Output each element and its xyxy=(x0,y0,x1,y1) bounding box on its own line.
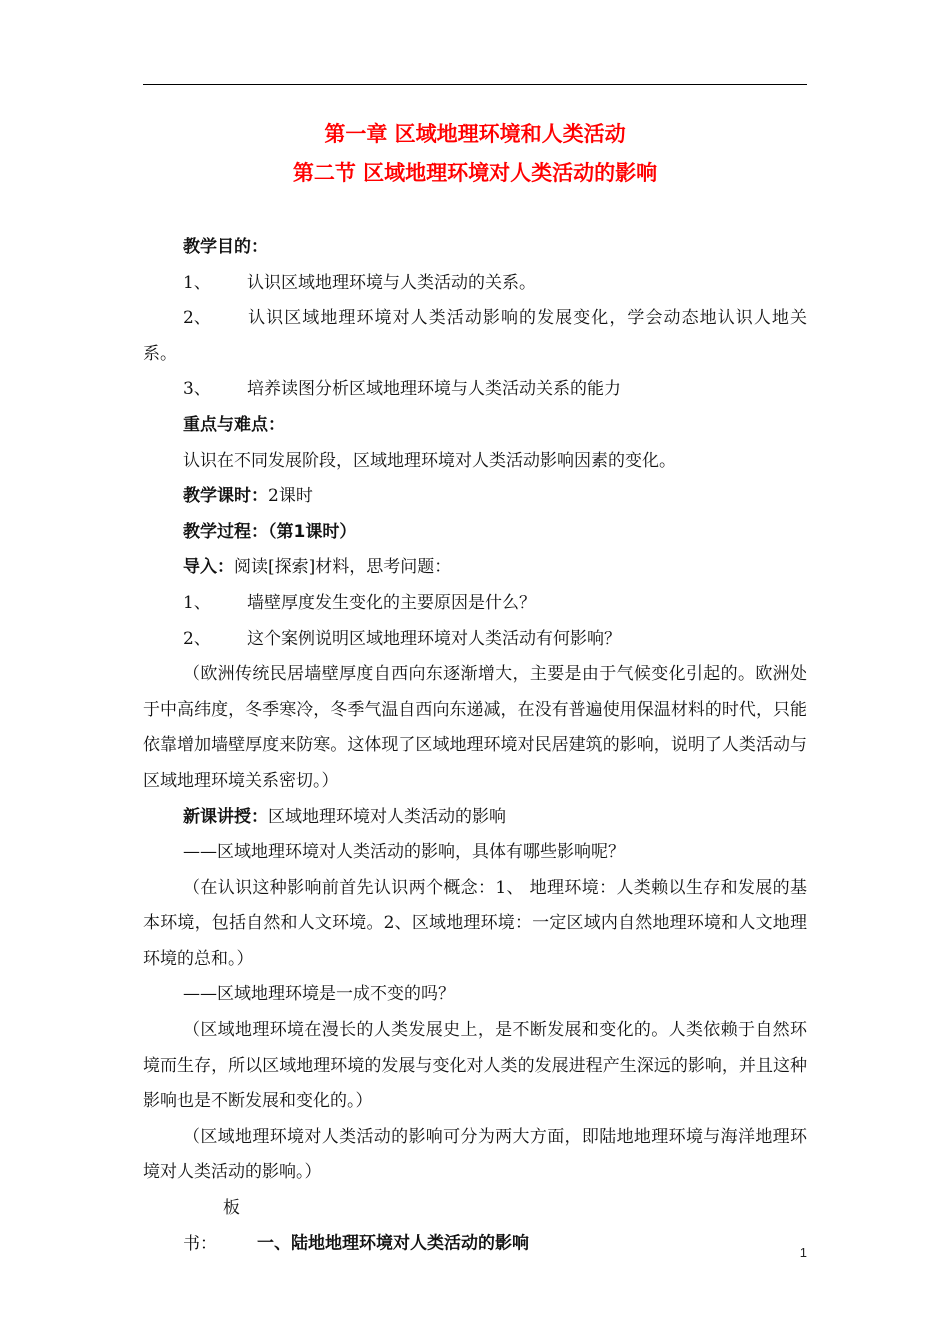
key-points-text: 认识在不同发展阶段，区域地理环境对人类活动影响因素的变化。 xyxy=(183,450,676,471)
header-rule xyxy=(143,84,807,85)
question-number: 1、 xyxy=(183,592,211,613)
question-text: 墙壁厚度发生变化的主要原因是什么？ xyxy=(247,592,536,613)
concepts-note: （在认识这种影响前首先认识两个概念：1、 地理环境：人类赖以生存和发展的基本环境，包括自然和人文环境。2、区域地理环境：一定区域内自然地理环境和人文地理环境的总和。） xyxy=(143,877,807,969)
intro-label: 导入： xyxy=(183,557,234,578)
objective-item xyxy=(143,372,807,408)
process-label: 教学过程： xyxy=(183,521,268,542)
process-value: （第1课时） xyxy=(268,521,357,542)
class-hours-line xyxy=(143,479,807,515)
question-number: 2、 xyxy=(183,628,211,649)
document-body xyxy=(143,230,807,1262)
process-line xyxy=(143,515,807,551)
board-line xyxy=(143,1191,807,1262)
key-points-heading: 重点与难点： xyxy=(183,414,285,435)
section-title: 第二节 区域地理环境对人类活动的影响 xyxy=(292,161,658,185)
objectives-heading: 教学目的： xyxy=(183,237,268,257)
objective-number: 1、 xyxy=(183,272,211,293)
influence-question: ——区域地理环境对人类活动的影响，具体有哪些影响呢？ xyxy=(183,842,625,863)
answer-paragraph: （欧洲传统民居墙壁厚度自西向东逐渐增大，主要是由于气候变化引起的。欧洲处于中高纬度，冬季寒冷，冬季气温自西向东递减，在没有普遍使用保温材料的时代，只能依靠增加墙壁厚度来防寒。这体现了区域地理环境对民居建筑的影响，说明了人类活动与区域地理环境关系密切。） xyxy=(143,664,807,791)
page-number: 1 xyxy=(799,1245,807,1260)
objective-text: 认识区域地理环境对人类活动影响的发展变化，学会动态地认识人地关系。 xyxy=(143,308,807,364)
objective-item xyxy=(143,301,807,372)
chapter-title: 第一章 区域地理环境和人类活动 xyxy=(324,122,626,146)
new-lesson-text: 区域地理环境对人类活动的影响 xyxy=(268,806,506,827)
class-hours-value: 2课时 xyxy=(268,486,313,507)
question-text: 这个案例说明区域地理环境对人类活动有何影响？ xyxy=(247,628,621,649)
intro-text: 阅读[探索]材料，思考问题： xyxy=(234,557,452,578)
unchanging-question: ——区域地理环境是一成不变的吗？ xyxy=(183,984,455,1005)
objective-number: 3、 xyxy=(183,379,211,400)
objective-item xyxy=(143,266,807,302)
change-note: （区域地理环境在漫长的人类发展史上，是不断发展和变化的。人类依赖于自然环境而生存，所以区域地理环境的发展与变化对人类的发展进程产生深远的影响，并且这种影响也是不断发展和变化的。） xyxy=(143,1020,807,1112)
question-item xyxy=(143,586,807,622)
objective-number: 2、 xyxy=(183,308,211,329)
intro-line xyxy=(143,550,807,586)
objective-text: 认识区域地理环境与人类活动的关系。 xyxy=(247,272,536,293)
key-points-heading-line xyxy=(143,408,807,444)
new-lesson-line xyxy=(143,800,807,836)
board-text: 一、陆地地理环境对人类活动的影响 xyxy=(257,1233,529,1254)
board-label: 板书： xyxy=(183,1198,240,1254)
question-item xyxy=(143,622,807,658)
two-aspects-note: （区域地理环境对人类活动的影响可分为两大方面，即陆地地理环境与海洋地理环境对人类活动的影响。） xyxy=(143,1126,807,1183)
objectives-heading-line xyxy=(143,230,807,266)
new-lesson-label: 新课讲授： xyxy=(183,806,268,827)
class-hours-label: 教学课时： xyxy=(183,486,268,507)
objective-text: 培养读图分析区域地理环境与人类活动关系的能力 xyxy=(247,379,621,400)
